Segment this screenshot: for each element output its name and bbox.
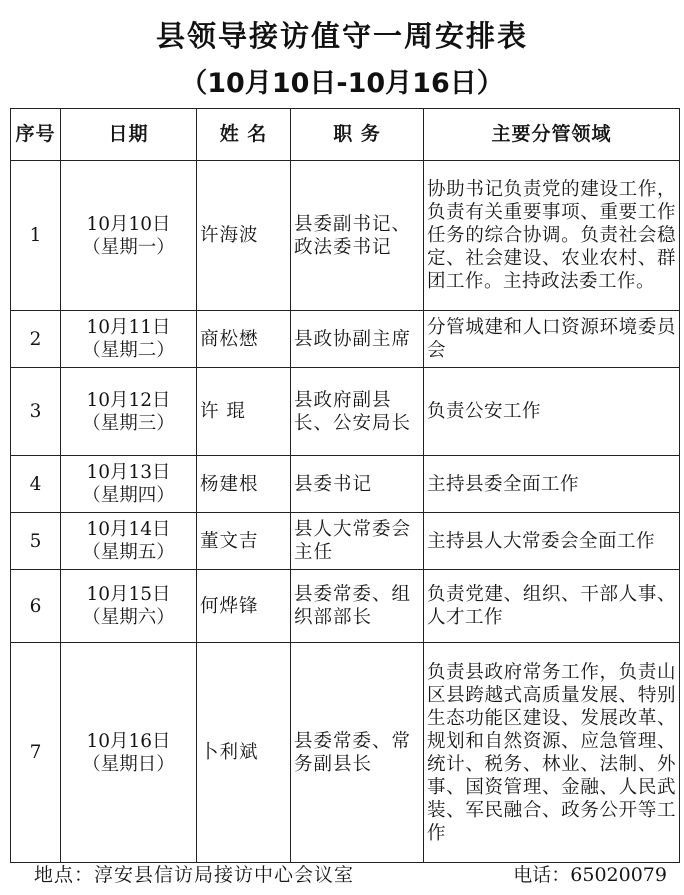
header-position: 职 务 [291, 109, 424, 161]
row-position: 县委常委、常务副县长 [291, 643, 424, 863]
footer-location: 地点：淳安县信访局接访中心会议室 [34, 864, 355, 886]
row-date [61, 311, 197, 368]
row-position: 县政协副主席 [291, 311, 424, 368]
table-row [11, 368, 680, 456]
row-no: 6 [11, 570, 61, 643]
table-row [11, 570, 680, 643]
row-date-day: 10月15日 [86, 584, 171, 605]
row-area: 负责县政府常务工作，负责山区县跨越式高质量发展、特别生态功能区建设、发展改革、规划和自然资源、应急管理、统计、税务、林业、法制、外事、国资管理、金融、人民武装、军民融合、政务公开等工作 [424, 643, 680, 863]
footer [10, 860, 679, 890]
row-area: 负责党建、组织、干部人事、人才工作 [424, 570, 680, 643]
row-no: 4 [11, 456, 61, 513]
header-date: 日期 [61, 109, 197, 161]
table-row [11, 456, 680, 513]
row-date-weekday: （星期日） [82, 753, 175, 775]
row-position: 县政府副县长、公安局长 [291, 368, 424, 456]
row-position: 县委书记 [291, 456, 424, 513]
row-date-day: 10月16日 [86, 730, 171, 752]
row-no: 7 [11, 643, 61, 863]
row-date-weekday: （星期四） [82, 485, 175, 506]
row-date-day: 10月14日 [86, 519, 171, 540]
duty-schedule-table [10, 108, 680, 863]
row-date-weekday: （星期三） [82, 412, 175, 434]
row-date [61, 643, 197, 863]
row-date-day: 10月12日 [86, 389, 171, 411]
row-no: 3 [11, 368, 61, 456]
table-row [11, 161, 680, 311]
row-date-weekday: （星期五） [82, 542, 175, 563]
row-date [61, 161, 197, 311]
row-date-day: 10月13日 [86, 462, 171, 483]
row-date-day: 10月11日 [86, 317, 171, 338]
table-row [11, 513, 680, 570]
row-area: 协助书记负责党的建设工作，负责有关重要事项、重要工作任务的综合协调。负责社会稳定、社会建设、农业农村、群团工作。主持政法委工作。 [424, 161, 680, 311]
row-position: 县人大常委会主任 [291, 513, 424, 570]
row-no: 1 [11, 161, 61, 311]
row-name: 卜利斌 [197, 643, 291, 863]
row-name: 许 琨 [197, 368, 291, 456]
row-name: 许海波 [197, 161, 291, 311]
footer-phone: 电话：65020079 [513, 864, 667, 886]
row-date-weekday: （星期一） [82, 236, 175, 258]
header-name: 姓 名 [197, 109, 291, 161]
row-date [61, 456, 197, 513]
row-position: 县委副书记、政法委书记 [291, 161, 424, 311]
header-no: 序号 [11, 109, 61, 161]
row-position: 县委常委、组织部部长 [291, 570, 424, 643]
table-row [11, 643, 680, 863]
row-area: 主持县人大常委会全面工作 [424, 513, 680, 570]
row-date [61, 368, 197, 456]
row-area: 负责公安工作 [424, 368, 680, 456]
row-no: 2 [11, 311, 61, 368]
row-name: 董文吉 [197, 513, 291, 570]
row-name: 商松懋 [197, 311, 291, 368]
row-date-weekday: （星期二） [82, 340, 175, 361]
row-date-weekday: （星期六） [82, 607, 175, 628]
date-range-subtitle: （10月10日-10月16日） [180, 68, 504, 99]
row-date [61, 513, 197, 570]
row-name: 杨建根 [197, 456, 291, 513]
row-date-day: 10月10日 [86, 213, 171, 235]
header-area: 主要分管领域 [424, 109, 680, 161]
table-row [11, 311, 680, 368]
page-title: 县领导接访值守一周安排表 [155, 19, 528, 53]
row-area: 主持县委全面工作 [424, 456, 680, 513]
row-no: 5 [11, 513, 61, 570]
row-date [61, 570, 197, 643]
row-area: 分管城建和人口资源环境委员会 [424, 311, 680, 368]
table-header-row [11, 109, 680, 161]
row-name: 何烨锋 [197, 570, 291, 643]
